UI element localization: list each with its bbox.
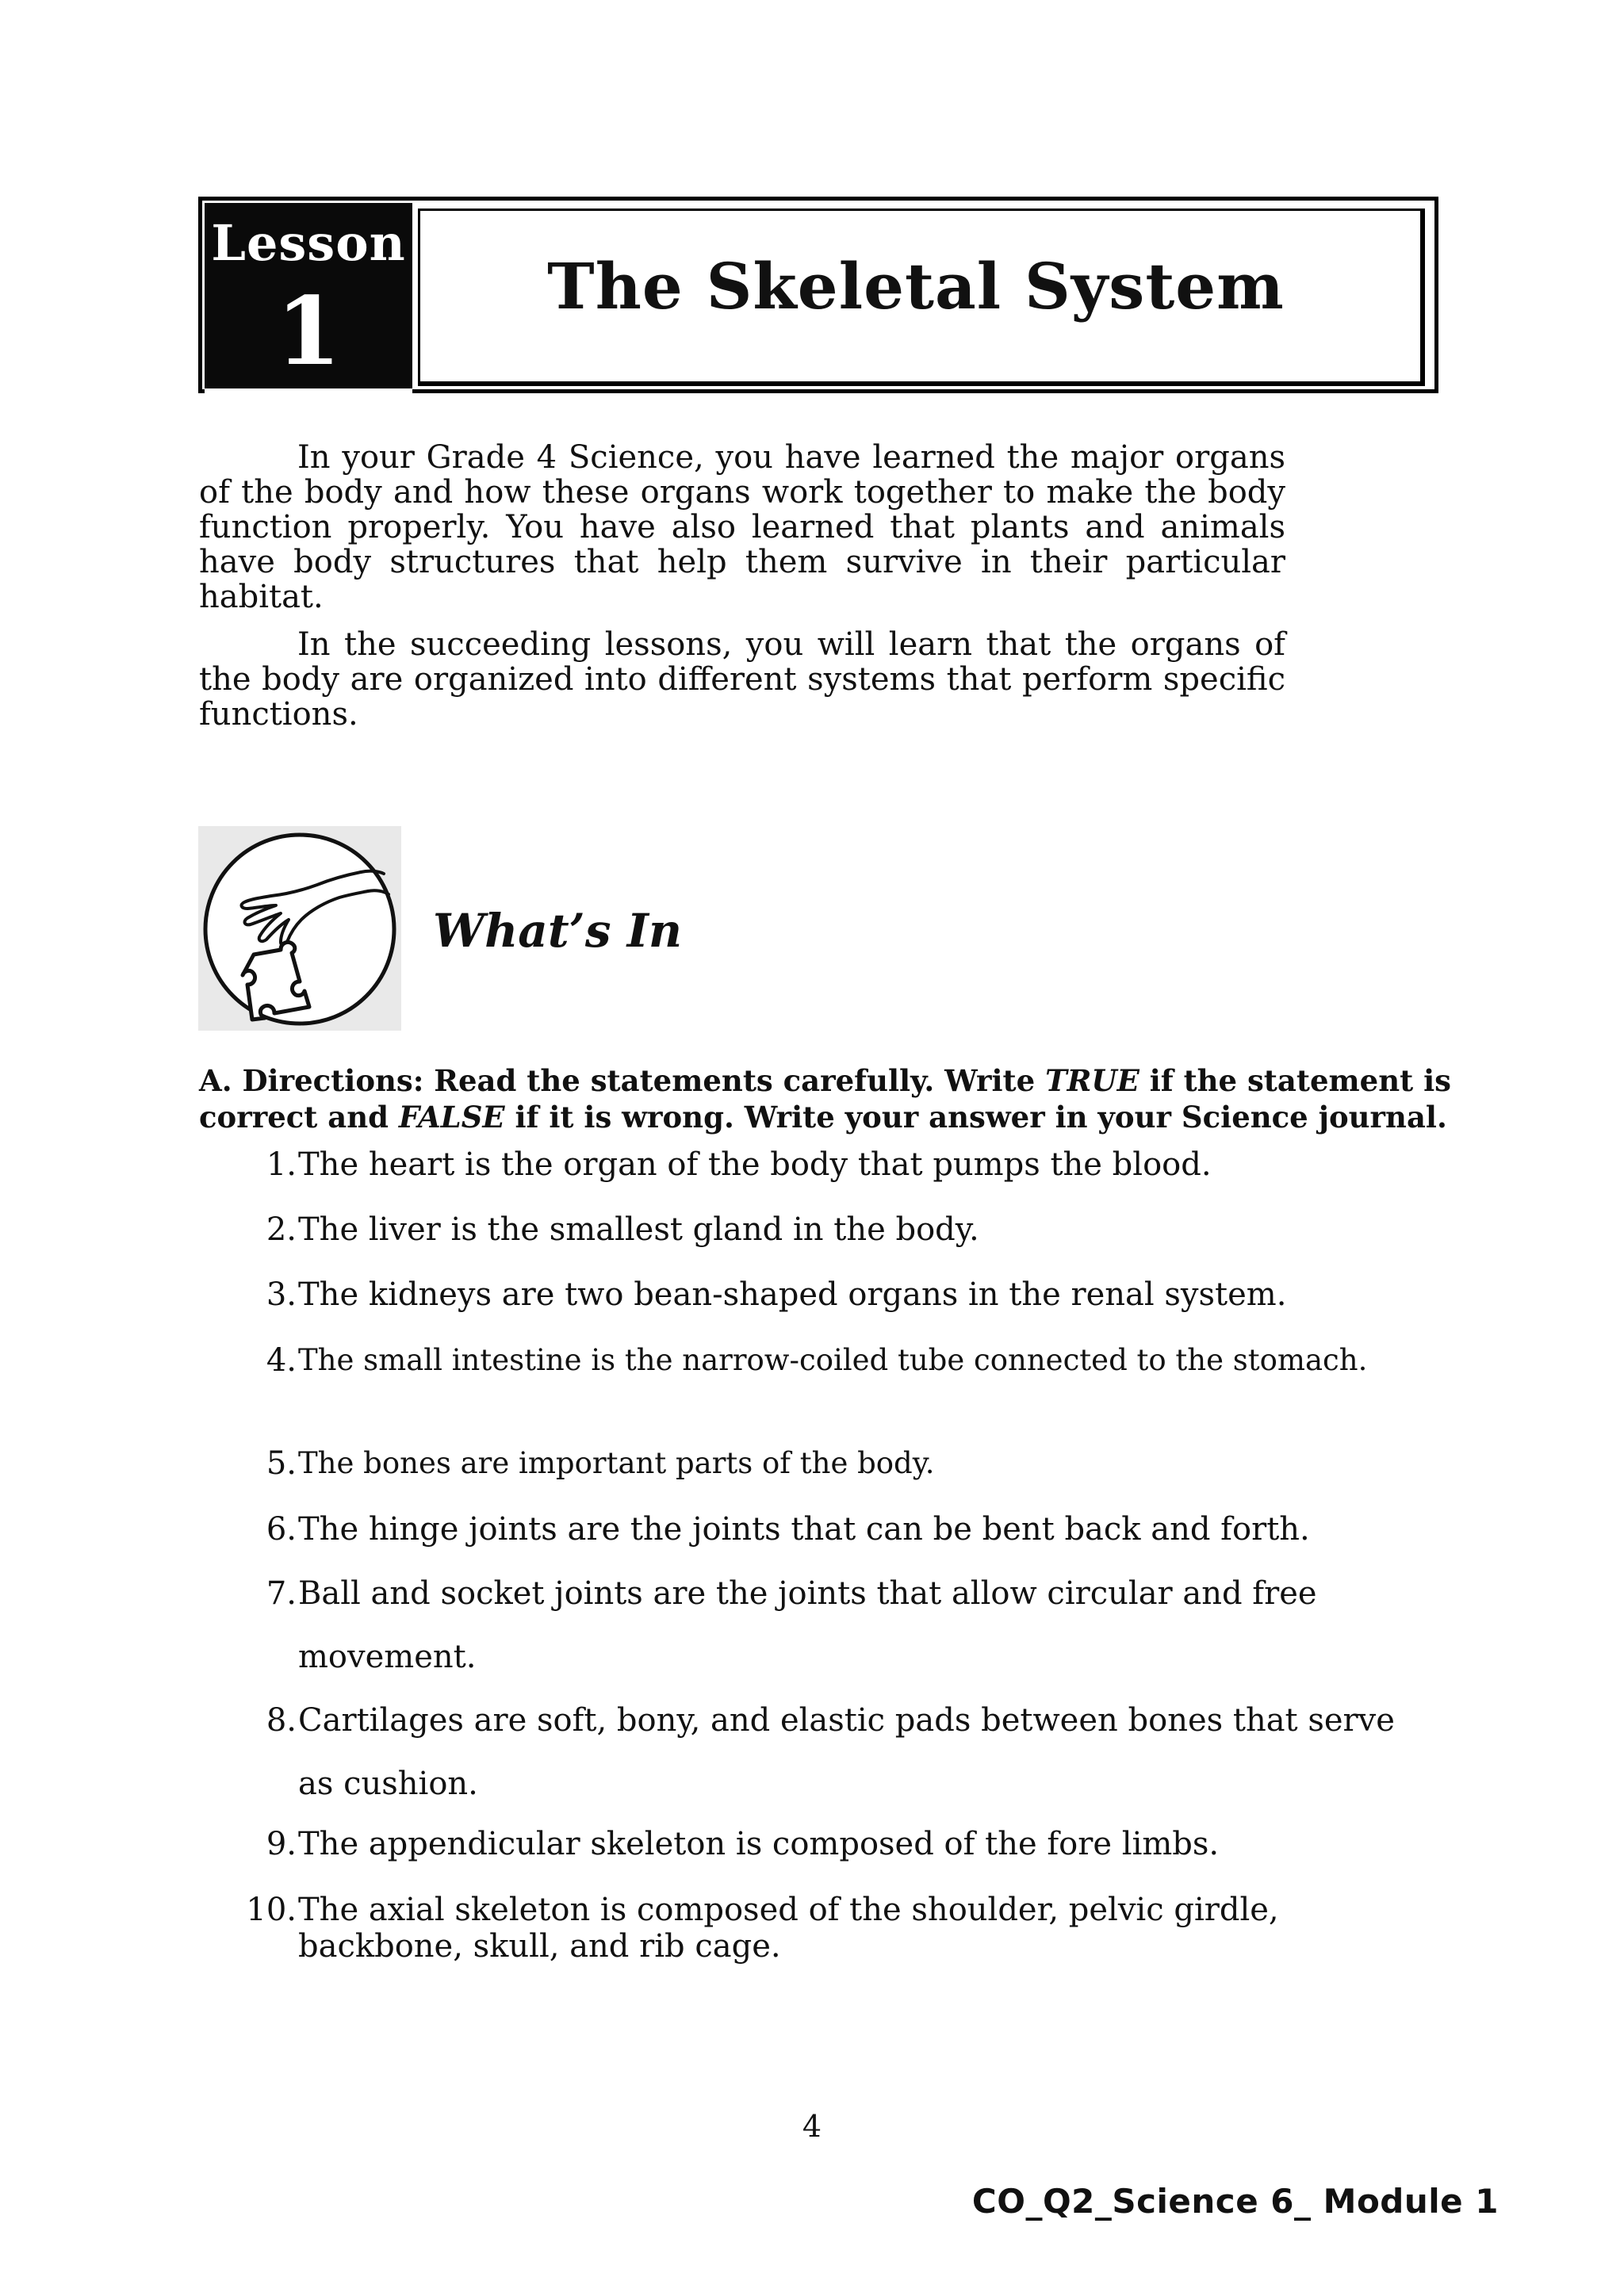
item-text: Cartilages are soft, bony, and elastic pads between bones that serve as cushion. bbox=[298, 1702, 1395, 1802]
directions bbox=[199, 1062, 1452, 1135]
item-text: The liver is the smallest gland in the body. bbox=[298, 1211, 979, 1248]
false-keyword: FALSE bbox=[398, 1100, 505, 1135]
true-keyword: TRUE bbox=[1045, 1063, 1139, 1098]
item-number: 1. bbox=[266, 1146, 297, 1183]
item-number: 4. bbox=[266, 1342, 297, 1379]
item-number: 2. bbox=[266, 1211, 297, 1248]
directions-text-2: if the statement is correct and bbox=[199, 1063, 1451, 1135]
item-text: The bones are important parts of the body. bbox=[298, 1446, 935, 1480]
lesson-title-box bbox=[418, 209, 1425, 386]
item-text: The kidneys are two bean-shaped organs in the renal system. bbox=[298, 1276, 1287, 1313]
item-text: Ball and socket joints are the joints that allow circular and free movement. bbox=[298, 1575, 1317, 1675]
item-number: 5. bbox=[266, 1445, 297, 1482]
intro-text bbox=[199, 440, 1285, 744]
lesson-number: 1 bbox=[275, 276, 342, 386]
item-text: The axial skeleton is composed of the shoulder, pelvic girdle, backbone, skull, and rib cage. bbox=[298, 1892, 1279, 1965]
module-label: CO_Q2_Science 6_ Module 1 bbox=[971, 2182, 1499, 2221]
directions-text-3: if it is wrong. Write your answer in your Science journal. bbox=[504, 1100, 1447, 1135]
lesson-title: The Skeletal System bbox=[547, 249, 1285, 323]
lesson-label: Lesson bbox=[211, 214, 406, 272]
item-number: 7. bbox=[266, 1575, 297, 1612]
lesson-number-tab bbox=[205, 203, 412, 393]
item-number: 10. bbox=[246, 1892, 297, 1928]
item-text: The heart is the organ of the body that pumps the blood. bbox=[298, 1146, 1212, 1183]
page-number: 4 bbox=[802, 2109, 822, 2144]
directions-text-1: A. Directions: Read the statements carefully. Write bbox=[199, 1063, 1046, 1098]
item-number: 9. bbox=[266, 1826, 297, 1862]
item-text: The small intestine is the narrow-coiled tube connected to the stomach. bbox=[298, 1343, 1368, 1377]
item-text: The hinge joints are the joints that can be bent back and forth. bbox=[298, 1511, 1310, 1548]
hand-puzzle-piece-icon bbox=[198, 826, 401, 1031]
item-number: 3. bbox=[266, 1276, 297, 1313]
item-number: 8. bbox=[266, 1702, 297, 1739]
lesson-header bbox=[198, 197, 1438, 393]
item-text: The appendicular skeleton is composed of the fore limbs. bbox=[298, 1826, 1220, 1862]
intro-paragraph-2: In the succeeding lessons, you will learn that the organs of the body are organized into different systems that perform specific functions. bbox=[199, 626, 1285, 733]
item-number: 6. bbox=[266, 1511, 297, 1548]
section-title: What’s In bbox=[433, 904, 683, 958]
intro-paragraph-1: In your Grade 4 Science, you have learned the major organs of the body and how these organs work together to make the body function properly. You have also learned that plants and animals have body structures that help them survive in their particular habitat. bbox=[199, 439, 1285, 615]
